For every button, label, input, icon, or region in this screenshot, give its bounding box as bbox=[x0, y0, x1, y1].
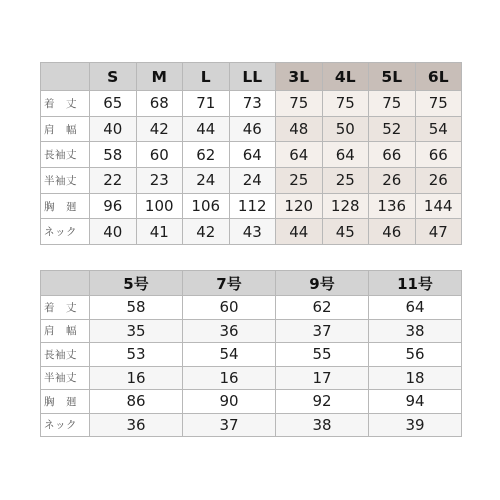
table-cell: 58 bbox=[90, 296, 183, 320]
table-cell: 54 bbox=[183, 343, 276, 367]
table-cell: 52 bbox=[369, 116, 416, 142]
table-cell: 26 bbox=[415, 168, 462, 194]
table-cell: 37 bbox=[183, 413, 276, 437]
size-header-5: 5号 bbox=[90, 271, 183, 296]
table-cell: 50 bbox=[322, 116, 369, 142]
table-cell: 38 bbox=[276, 413, 369, 437]
table-cell: 64 bbox=[322, 142, 369, 168]
table-cell: 16 bbox=[183, 366, 276, 390]
table-cell: 100 bbox=[136, 193, 183, 219]
size-header-l: L bbox=[183, 63, 230, 91]
table-cell: 48 bbox=[276, 116, 323, 142]
table-cell: 39 bbox=[369, 413, 462, 437]
size-header-3l: 3L bbox=[276, 63, 323, 91]
table-cell: 62 bbox=[276, 296, 369, 320]
table-cell: 60 bbox=[183, 296, 276, 320]
table-cell: 75 bbox=[276, 91, 323, 117]
table-cell: 54 bbox=[415, 116, 462, 142]
table-cell: 18 bbox=[369, 366, 462, 390]
size-header-7: 7号 bbox=[183, 271, 276, 296]
table-row bbox=[41, 116, 462, 142]
table-cell: 106 bbox=[183, 193, 230, 219]
table-cell: 25 bbox=[276, 168, 323, 194]
table-cell: 36 bbox=[183, 319, 276, 343]
table-cell: 22 bbox=[90, 168, 137, 194]
table-cell: 24 bbox=[229, 168, 276, 194]
row-label: 着 丈 bbox=[41, 296, 90, 320]
table-row bbox=[41, 219, 462, 245]
table-cell: 35 bbox=[90, 319, 183, 343]
table-cell: 37 bbox=[276, 319, 369, 343]
size-header-6l: 6L bbox=[415, 63, 462, 91]
table-cell: 40 bbox=[90, 219, 137, 245]
table-cell: 23 bbox=[136, 168, 183, 194]
table-cell: 90 bbox=[183, 390, 276, 414]
table-row bbox=[41, 193, 462, 219]
table-cell: 86 bbox=[90, 390, 183, 414]
table-cell: 128 bbox=[322, 193, 369, 219]
table-cell: 94 bbox=[369, 390, 462, 414]
row-label: ネック bbox=[41, 219, 90, 245]
row-label: 半袖丈 bbox=[41, 366, 90, 390]
table-cell: 62 bbox=[183, 142, 230, 168]
row-label: 着 丈 bbox=[41, 91, 90, 117]
table-cell: 26 bbox=[369, 168, 416, 194]
row-label: 胸 廻 bbox=[41, 193, 90, 219]
table-cell: 64 bbox=[369, 296, 462, 320]
row-label: 肩 幅 bbox=[41, 319, 90, 343]
table-cell: 144 bbox=[415, 193, 462, 219]
table-cell: 17 bbox=[276, 366, 369, 390]
corner-cell bbox=[41, 271, 90, 296]
table-cell: 75 bbox=[415, 91, 462, 117]
table-cell: 71 bbox=[183, 91, 230, 117]
table-cell: 47 bbox=[415, 219, 462, 245]
table-cell: 41 bbox=[136, 219, 183, 245]
row-label: 長袖丈 bbox=[41, 343, 90, 367]
size-header-row bbox=[41, 63, 462, 91]
table-row bbox=[41, 91, 462, 117]
table-cell: 45 bbox=[322, 219, 369, 245]
table-cell: 25 bbox=[322, 168, 369, 194]
table-cell: 44 bbox=[276, 219, 323, 245]
table-cell: 66 bbox=[369, 142, 416, 168]
table-row bbox=[41, 296, 462, 320]
table-row bbox=[41, 413, 462, 437]
table-cell: 112 bbox=[229, 193, 276, 219]
row-label: 胸 廻 bbox=[41, 390, 90, 414]
table-cell: 44 bbox=[183, 116, 230, 142]
row-label: 肩 幅 bbox=[41, 116, 90, 142]
table-cell: 40 bbox=[90, 116, 137, 142]
table-cell: 43 bbox=[229, 219, 276, 245]
table-cell: 42 bbox=[183, 219, 230, 245]
size-header-4l: 4L bbox=[322, 63, 369, 91]
size-header-ll: LL bbox=[229, 63, 276, 91]
table-cell: 36 bbox=[90, 413, 183, 437]
table-row bbox=[41, 168, 462, 194]
table-cell: 136 bbox=[369, 193, 416, 219]
size-header-5l: 5L bbox=[369, 63, 416, 91]
table-cell: 55 bbox=[276, 343, 369, 367]
size-header-11: 11号 bbox=[369, 271, 462, 296]
table-cell: 65 bbox=[90, 91, 137, 117]
table-cell: 96 bbox=[90, 193, 137, 219]
table-cell: 16 bbox=[90, 366, 183, 390]
table-cell: 68 bbox=[136, 91, 183, 117]
size-header-row bbox=[41, 271, 462, 296]
womens-size-table bbox=[40, 270, 462, 437]
table-cell: 64 bbox=[276, 142, 323, 168]
size-header-9: 9号 bbox=[276, 271, 369, 296]
table-cell: 58 bbox=[90, 142, 137, 168]
row-label: 半袖丈 bbox=[41, 168, 90, 194]
table-cell: 38 bbox=[369, 319, 462, 343]
table-row bbox=[41, 319, 462, 343]
table-cell: 66 bbox=[415, 142, 462, 168]
row-label: 長袖丈 bbox=[41, 142, 90, 168]
corner-cell bbox=[41, 63, 90, 91]
table-cell: 92 bbox=[276, 390, 369, 414]
table-row bbox=[41, 343, 462, 367]
table-row bbox=[41, 142, 462, 168]
size-header-m: M bbox=[136, 63, 183, 91]
table-cell: 56 bbox=[369, 343, 462, 367]
row-label: ネック bbox=[41, 413, 90, 437]
mens-size-table bbox=[40, 62, 462, 245]
table-cell: 24 bbox=[183, 168, 230, 194]
table-cell: 46 bbox=[229, 116, 276, 142]
table-row bbox=[41, 366, 462, 390]
table-cell: 75 bbox=[322, 91, 369, 117]
table-cell: 53 bbox=[90, 343, 183, 367]
table-cell: 64 bbox=[229, 142, 276, 168]
table-cell: 120 bbox=[276, 193, 323, 219]
table-cell: 75 bbox=[369, 91, 416, 117]
table-cell: 60 bbox=[136, 142, 183, 168]
size-header-s: S bbox=[90, 63, 137, 91]
table-cell: 73 bbox=[229, 91, 276, 117]
table-cell: 46 bbox=[369, 219, 416, 245]
table-row bbox=[41, 390, 462, 414]
table-cell: 42 bbox=[136, 116, 183, 142]
